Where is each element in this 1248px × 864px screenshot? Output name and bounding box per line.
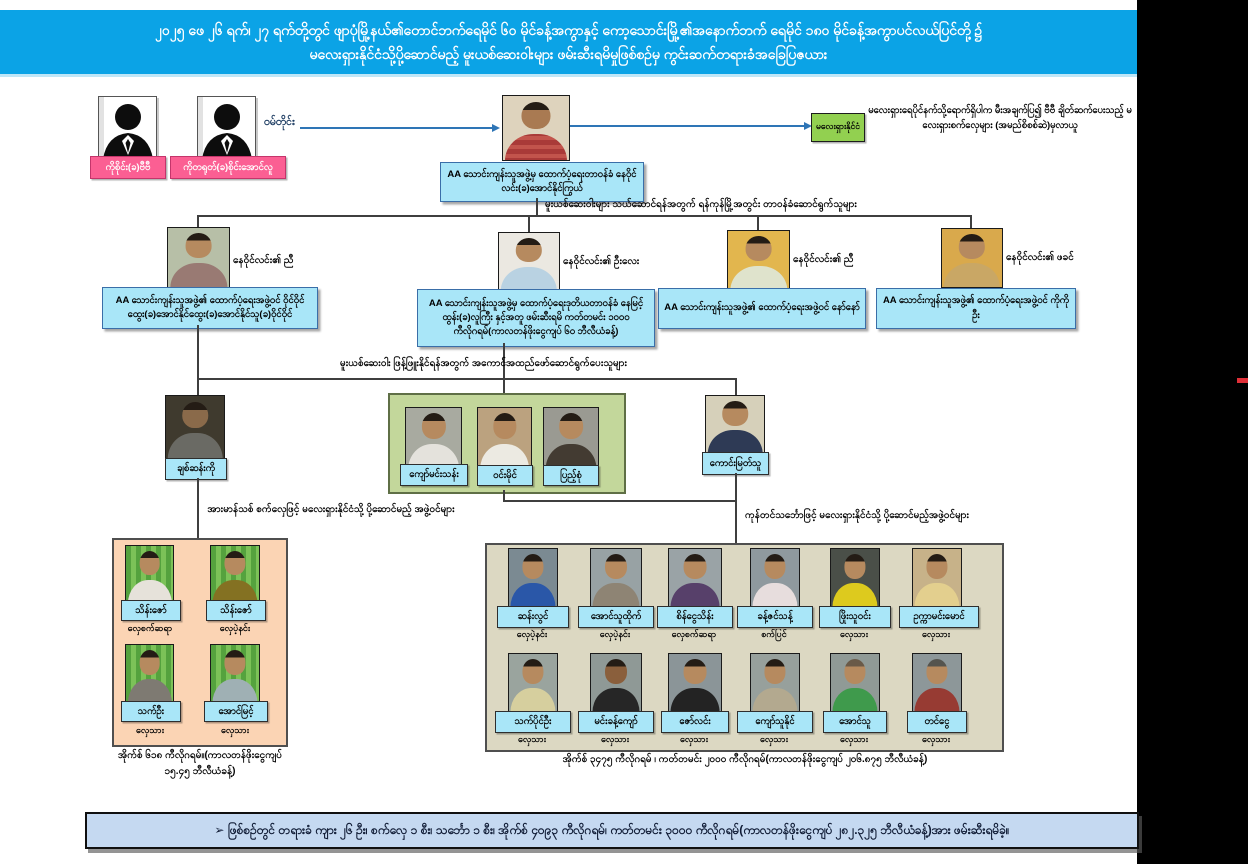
ship-member-photo-6 (912, 548, 962, 608)
suspect2-name-tag: ကိုတရုတ်(ခ)စိုင်းအောင်လူ (170, 156, 286, 179)
ship-member-photo-11 (830, 653, 880, 713)
connector-line (197, 325, 199, 378)
summary-banner: ➢ ဖြစ်စဉ်တွင် တရားခံ ကျား ၂၆ ဦး၊ စက်လှေ ၁ စီး၊ သင်္ဘော ၁ စီး၊ အိုက်စ် ၄၀၉၃ ကီလိုဂရမ်၊ ကတ်တမင်း ၃၀၀၀ ကီလိုဂရမ်(ကာလတန်ဖိုးငွေကျပ် ၂၈၂.၃၂၅ ဘီလီယံခန့်)အား ဖမ်းဆီးရမိခဲ့။ (85, 812, 1139, 849)
boat-member-role-1: လှေစက်ဆရာ (127, 623, 173, 633)
connector-line (197, 378, 199, 395)
boat-member-role-3: လှေသား (135, 725, 164, 735)
ship-member-photo-4 (750, 548, 800, 608)
arrow-to-malaysia (570, 125, 804, 127)
boat-member-name-4: အောင်မြင့် (204, 701, 268, 722)
row3-right-photo (705, 395, 765, 455)
boat-member-name-1: သိန်းဇော် (121, 600, 181, 621)
green-member-photo-2 (477, 407, 532, 470)
ship-member-role-5: လှေသား (839, 629, 868, 639)
row2-relation-3: နေဝိုင်လင်း၏ ညီ (793, 254, 854, 265)
ship-member-name-6: ဥက္ကာမင်းမောင် (899, 606, 979, 628)
green-member-photo-3 (543, 407, 599, 470)
boat-group-caption: အိုက်စ် ၆၁၈ ကီလိုဂရမ်။(ကာလတန်ဖိုးငွေကျပ် ၁၅.၄၅ ဘီလီယံခန့်) (118, 750, 282, 777)
ship-member-role-4: စက်ပြင် (761, 629, 787, 639)
distribute-connector-text: မူးယစ်ဆေးဝါး ဖြန့်ဖြူးနိုင်ရန်အတွက် အကောင်အထည်ဖော်ဆောင်ရွက်ပေးသူများ (340, 358, 627, 369)
leader-photo (502, 95, 570, 161)
ship-member-photo-1 (508, 548, 558, 608)
ship-group-caption: အိုက်စ် ၃၄၇၅ ကီလိုဂရမ် ၊ ကတ်တမင်း ၂၀၀၀ ကီလိုဂရမ်(ကာလတန်ဖိုးငွေကျပ် ၂၀၆.၈၇၅ ဘီလီယံခန့်) (562, 754, 928, 765)
person-silhouette-icon (99, 97, 156, 159)
row3-left-name-tag: ချစ်ဆန်းကို (165, 458, 227, 480)
row2-label-3: AA သောင်းကျန်းသူအဖွဲ့၏ ထောက်ပံ့ရေးအဖွဲ့ဝင် နော်နော် (658, 288, 866, 329)
silhouette-photo-2 (197, 96, 256, 160)
ship-member-role-8: လှေသား (600, 734, 629, 744)
silhouette-photo-1 (98, 96, 157, 160)
connector-line (970, 215, 972, 228)
green-member-name-2: ဝင်းမိုင် (477, 465, 533, 486)
yangon-connector-text: မူးယစ်ဆေးဝါးများ သယ်ဆောင်ရန်အတွက် ရန်ကုန်မြို့အတွင်း တာဝန်ခံဆောင်ရွက်သူများ (545, 199, 857, 210)
ship-member-photo-7 (508, 653, 558, 713)
connector-line (197, 378, 735, 380)
row3-left-photo (165, 395, 225, 460)
green-member-name-1: ကျော်မင်းသန်း (400, 464, 468, 486)
row3-right-name-tag: ကောင်းမြတ်သူ (702, 452, 769, 475)
malaysia-box: မလေးရှားနိုင်ငံ (811, 113, 865, 142)
connector-line (503, 500, 735, 502)
row2-label-1: AA သောင်းကျန်းသူအဖွဲ့၏ ထောက်ပံ့ရေးအဖွဲ့ဝင် ဝိုင်ဝိုင်ထွေး(ခ)အောင်နိုင်ထွေး(ခ)အောင်နိုင်သူ(ခ)ဝိုင်ဝိုင် (102, 287, 318, 329)
ship-member-name-5: ဖြိုးသူဝင်း (819, 606, 891, 628)
ship-member-name-1: ဆန်းလွင် (497, 606, 569, 628)
black-side-strip (1137, 0, 1248, 864)
row2-photo-3 (727, 230, 790, 291)
ship-member-role-6: လှေသား (921, 629, 950, 639)
title-line-1: ၂၀၂၅ ဖေ ၂၆ ရက်၊ ၂၇ ရက်တို့တွင် ဖျာပုံမြို့နယ်၏တောင်ဘက်ရေမိုင် ၆၀ မိုင်ခန့်အကွာနှင့် ကော့သောင်းမြို့၏အနောက်ဘက် ရေမိုင် ၁၈၀ မိုင်ခန့်အကွာပင်လယ်ပြင်တို့၌ (155, 22, 982, 39)
boat-member-name-3: သက်ဦး (121, 701, 181, 722)
connector-line (197, 478, 199, 538)
ship-member-photo-10 (750, 653, 800, 713)
ship-member-photo-12 (912, 653, 962, 713)
title-line-2: မလေးရှားနိုင်ငံသို့ပို့ဆောင်မည့် မူးယစ်ဆေးဝါးများ ဖမ်းဆီးရမိမှုဖြစ်စဉ်မှ ကွင်းဆက်တရားခံအခြေပြဇယား (309, 45, 828, 62)
row2-relation-4: နေဝိုင်လင်း၏ ဖခင် (1006, 252, 1074, 263)
connector-line (757, 215, 759, 230)
boat-member-role-4: လှေသား (220, 725, 249, 735)
ship-member-photo-2 (590, 548, 642, 608)
row2-label-2: AA သောင်းကျန်းသူအဖွဲ့မှ ထောက်ပံ့ရေးဒုတိယတာဝန်ခံ နေမြင့်ထွန်း(ခ)လူကြီး နှင့်အတူ ဖမ်းဆီးရမိ ကတ်တမင်း ၁၀၀၀ ကီလိုဂရမ်(ကာလတန်ဖိုးငွေကျပ် ၆၀ ဘီလီယံခန့်) (417, 289, 655, 347)
red-dash-marker (1237, 378, 1248, 383)
boat-member-photo-2 (210, 545, 260, 604)
leader-label: AA သောင်းကျန်းသူအဖွဲ့မှ ထောက်ပံ့ရေးတာဝန်ခံ နေဝိုင်လင်း(ခ)အောင်နိုင်ကြွယ် (440, 162, 644, 202)
row2-relation-1: နေဝိုင်လင်း၏ ညီ (233, 255, 294, 266)
connector-line (503, 378, 505, 393)
green-member-photo-1 (405, 407, 462, 470)
row2-relation-2: နေဝိုင်လင်း၏ ဦးလေး (563, 256, 640, 267)
ship-member-role-11: လှေသား (839, 734, 868, 744)
boat-member-photo-1 (125, 545, 174, 604)
ship-member-name-8: မင်းခန့်ကျော် (578, 711, 654, 733)
ship-member-role-2: လှေပဲ့နင်း (599, 629, 631, 639)
ship-member-photo-9 (668, 653, 722, 713)
arrow-to-leader (300, 127, 492, 129)
boat-connector-text: အားမာန်သစ် စက်လှေဖြင့် မလေးရှားနိုင်ငံသို့ ပို့ဆောင်မည့် အဖွဲ့ဝင်များ (207, 504, 455, 515)
boat-member-name-2: သိန်းဇော် (206, 600, 266, 621)
boat-member-role-2: လှေပဲ့နင်း (219, 623, 251, 633)
boat-member-photo-4 (210, 644, 260, 704)
title-banner (0, 10, 1137, 77)
connector-line (197, 215, 199, 227)
ship-member-name-7: သက်ပိုင်ဦး (495, 711, 571, 733)
connector-line (735, 473, 737, 543)
ship-member-photo-3 (668, 548, 722, 608)
malaysia-note: မလေးရှားရေပိုင်နက်သို့ရောက်ရှိပါက မီးအချက်ပြ၍ ဗီဗီ ချိတ်ဆက်ပေးသည့် မလေးရှားစက်လှေများ (အမည်စိစစ်ဆဲ)မှလာယူ (868, 105, 1132, 132)
connector-line (197, 215, 971, 217)
green-member-name-3: ပြည့်စုံ (543, 465, 599, 486)
connector-line (735, 378, 737, 395)
arrow-label: ဝမ်တိုင်း (264, 116, 295, 128)
ship-member-role-1: လှေပဲ့နင်း (516, 629, 548, 639)
ship-member-name-3: စိန်ငွေသိန်း (657, 606, 733, 628)
ship-member-name-12: တင်ငွေ (907, 711, 967, 733)
suspect1-name-tag: ကိုစိုင်း(ခ)ဗီဗီ (90, 156, 166, 179)
row2-label-4: AA သောင်းကျန်းသူအဖွဲ့၏ ထောက်ပံ့ရေးအဖွဲ့ဝင် ကိုကိုဦး (876, 288, 1076, 329)
row2-photo-2 (498, 232, 560, 291)
ship-member-name-11: အောင်သူ (823, 711, 887, 733)
boat-member-photo-3 (125, 644, 174, 704)
connector-line (536, 198, 538, 215)
ship-member-name-4: ခန့်ဇင်သန့် (737, 606, 813, 628)
ship-member-name-2: အောင်သူထိုက် (578, 606, 654, 628)
ship-connector-text: ကုန်တင်သင်္ဘောဖြင့် မလေးရှားနိုင်ငံသို့ ပို့ဆောင်မည့်အဖွဲ့ဝင်များ (745, 510, 970, 521)
person-silhouette-icon (198, 97, 255, 159)
row2-photo-4 (941, 228, 1003, 288)
connector-line (503, 490, 505, 500)
ship-member-role-7: လှေသား (517, 734, 546, 744)
ship-member-name-9: ဇော်လင်း (661, 711, 729, 733)
ship-member-role-9: လှေသား (679, 734, 708, 744)
ship-member-role-12: လှေသား (921, 734, 950, 744)
ship-member-role-10: လှေသား (759, 734, 788, 744)
arrowhead-icon (492, 124, 500, 132)
ship-member-photo-5 (830, 548, 880, 608)
ship-member-role-3: လှေစက်ဆရာ (671, 629, 717, 639)
ship-member-photo-8 (590, 653, 642, 713)
ship-member-name-10: ကျော်သူနိုင် (737, 711, 813, 733)
connector-line (528, 215, 530, 232)
row2-photo-1 (167, 227, 230, 288)
